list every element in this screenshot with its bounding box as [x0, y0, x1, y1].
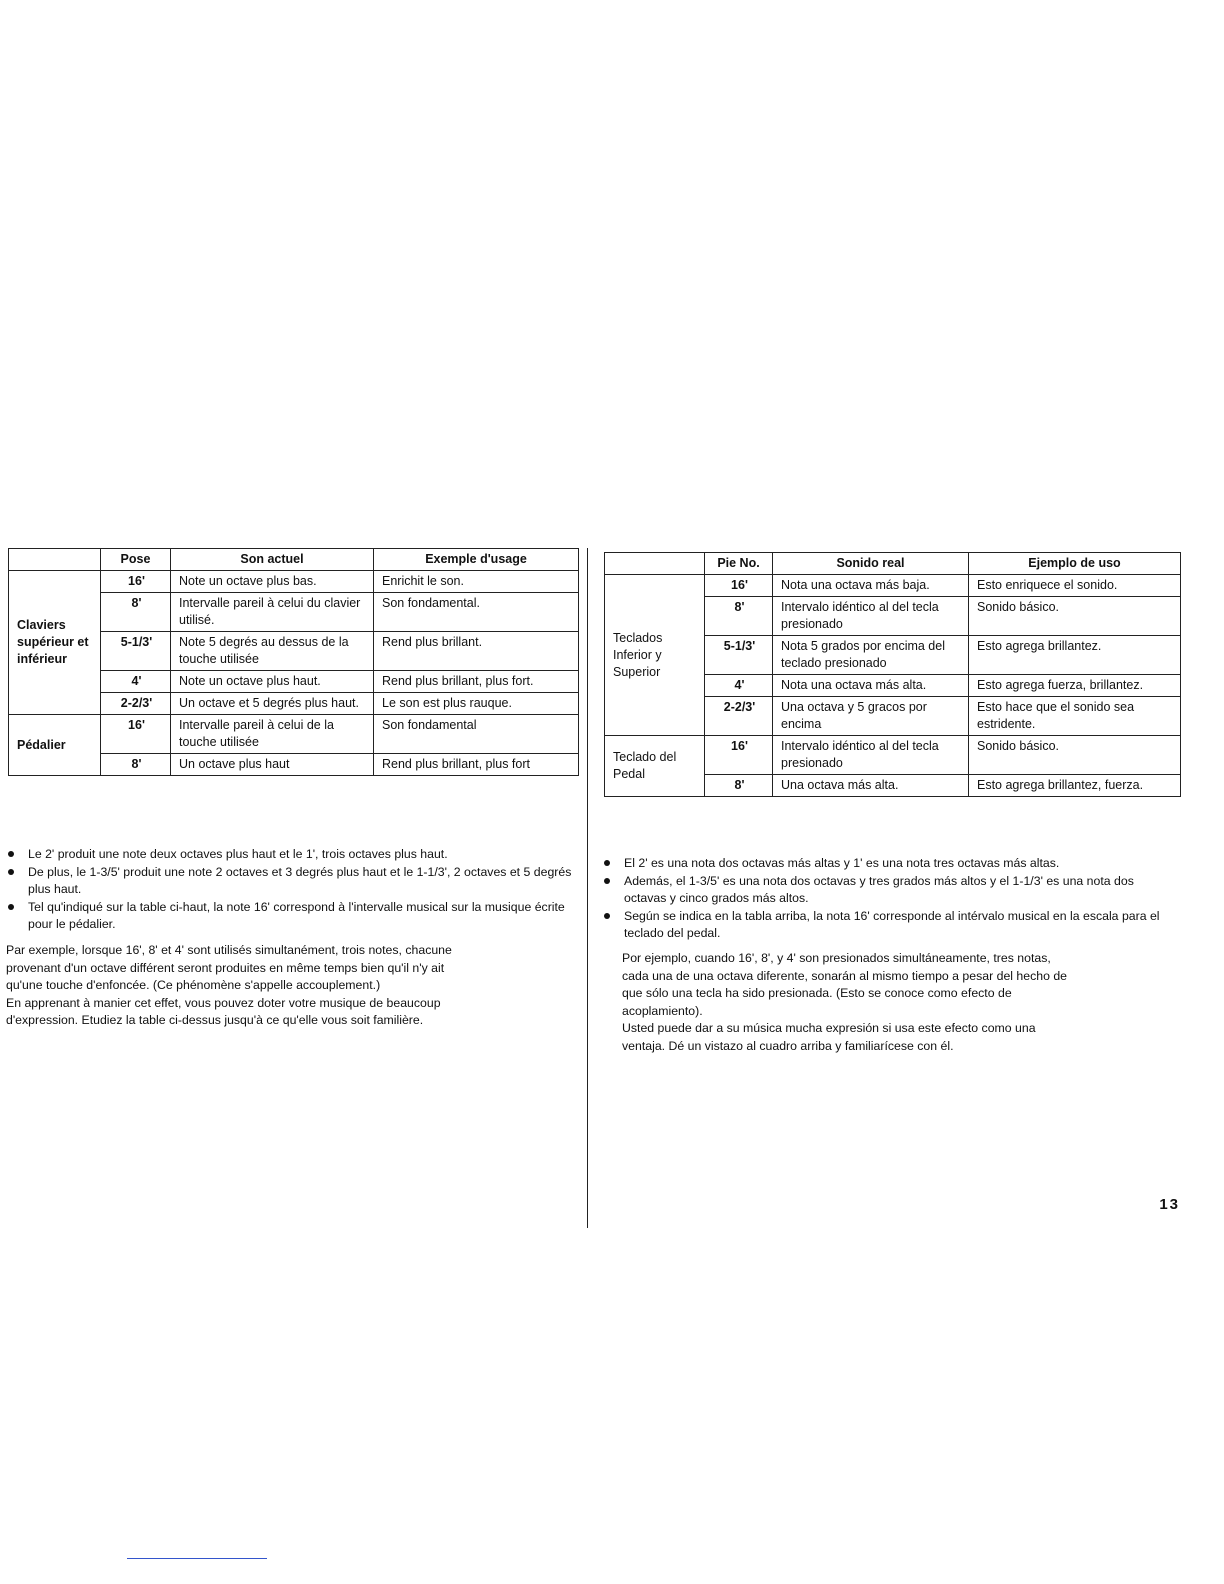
bullet-text: De plus, le 1-3/5' produit une note 2 octaves et 3 degrés plus haut et le 1-1/3', 2 octaves et 5 degrés plus haut.	[28, 864, 572, 896]
french-column	[8, 548, 579, 776]
example-cell: Esto enriquece el sonido.	[969, 575, 1181, 597]
example-cell: Son fondamental	[374, 715, 579, 754]
pose-cell: 8'	[101, 593, 171, 632]
example-cell: Esto hace que el sonido sea estridente.	[969, 697, 1181, 736]
bullet-item	[8, 846, 574, 864]
example-cell: Son fondamental.	[374, 593, 579, 632]
bullet-item	[604, 908, 1178, 943]
sound-cell: Una octava más alta.	[773, 775, 969, 797]
paragraph: Usted puede dar a su música mucha expresión si usa este efecto como una ventaja. Dé un vistazo al cuadro arriba y familiarícese con él.	[622, 1021, 1036, 1053]
french-paragraphs	[6, 942, 464, 1030]
spanish-notes	[604, 855, 1178, 943]
pose-cell: 4'	[705, 675, 773, 697]
bullet-dot-icon	[604, 860, 610, 866]
pose-cell: 16'	[705, 736, 773, 775]
header-example: Exemple d'usage	[374, 549, 579, 571]
sound-cell: Intervalo idéntico al del tecla presionado	[773, 597, 969, 636]
example-cell: Esto agrega fuerza, brillantez.	[969, 675, 1181, 697]
footer-rule	[127, 1558, 267, 1559]
sound-cell: Nota 5 grados por encima del teclado presionado	[773, 636, 969, 675]
example-cell: Le son est plus rauque.	[374, 693, 579, 715]
example-cell: Sonido básico.	[969, 736, 1181, 775]
pose-cell: 8'	[705, 775, 773, 797]
sound-cell: Nota una octava más baja.	[773, 575, 969, 597]
table-row	[9, 571, 579, 593]
sound-cell: Note 5 degrés au dessus de la touche utilisée	[171, 632, 374, 671]
bullet-dot-icon	[8, 869, 14, 875]
paragraph: En apprenant à manier cet effet, vous pouvez doter votre musique de beaucoup d'expression. Etudiez la table ci-dessus jusqu'à ce qu'elle vous soit familière.	[6, 995, 441, 1027]
pose-cell: 16'	[101, 715, 171, 754]
pose-cell: 16'	[705, 575, 773, 597]
bullet-text: Tel qu'indiqué sur la table ci-haut, la note 16' correspond à l'intervalle musical sur la musique écrite pour le pédalier.	[28, 899, 565, 931]
example-cell: Rend plus brillant.	[374, 632, 579, 671]
pose-cell: 2-2/3'	[101, 693, 171, 715]
table-row	[605, 736, 1181, 775]
sound-cell: Intervalo idéntico al del tecla presionado	[773, 736, 969, 775]
spanish-registration-table	[604, 552, 1181, 797]
bullet-text: Según se indica en la tabla arriba, la nota 16' corresponde al intérvalo musical en la escala para el teclado del pedal.	[624, 908, 1160, 940]
header-example: Ejemplo de uso	[969, 553, 1181, 575]
pose-cell: 4'	[101, 671, 171, 693]
header-sound: Son actuel	[171, 549, 374, 571]
table-row	[9, 715, 579, 754]
sound-cell: Nota una octava más alta.	[773, 675, 969, 697]
table-header-row	[605, 553, 1181, 575]
bullet-item	[8, 899, 574, 934]
bullet-text: Además, el 1-3/5' es una nota dos octavas y tres grados más altos y el 1-1/3' es una nota dos octavas y cinco grados más altos.	[624, 873, 1134, 905]
group-pedal: Teclado del Pedal	[605, 736, 705, 797]
pose-cell: 8'	[101, 754, 171, 776]
sound-cell: Un octave plus haut	[171, 754, 374, 776]
table-row	[605, 575, 1181, 597]
sound-cell: Note un octave plus haut.	[171, 671, 374, 693]
bullet-text: El 2' es una nota dos octavas más altas y 1' es una nota tres octavas más altas.	[624, 856, 1060, 870]
paragraph: Par exemple, lorsque 16', 8' et 4' sont utilisés simultanément, trois notes, chacune provenant d'un octave différent seront produites en même temps bien qu'il n'y ait qu'une touche d'enfoncée. (Ce phénomène s'appelle accouplement.)	[6, 943, 452, 992]
table-header-row	[9, 549, 579, 571]
example-cell: Enrichit le son.	[374, 571, 579, 593]
header-pose: Pie No.	[705, 553, 773, 575]
french-notes	[8, 846, 574, 934]
pose-cell: 8'	[705, 597, 773, 636]
bullet-dot-icon	[604, 913, 610, 919]
pose-cell: 5-1/3'	[705, 636, 773, 675]
sound-cell: Intervalle pareil à celui de la touche utilisée	[171, 715, 374, 754]
sound-cell: Intervalle pareil à celui du clavier utilisé.	[171, 593, 374, 632]
sound-cell: Un octave et 5 degrés plus haut.	[171, 693, 374, 715]
bullet-item	[604, 873, 1178, 908]
bullet-dot-icon	[8, 904, 14, 910]
page-number: 13	[1159, 1196, 1180, 1213]
example-cell: Esto agrega brillantez.	[969, 636, 1181, 675]
pose-cell: 5-1/3'	[101, 632, 171, 671]
column-divider	[587, 548, 588, 1228]
bullet-text: Le 2' produit une note deux octaves plus haut et le 1', trois octaves plus haut.	[28, 847, 448, 861]
example-cell: Rend plus brillant, plus fort	[374, 754, 579, 776]
paragraph: Por ejemplo, cuando 16', 8', y 4' son presionados simultáneamente, tres notas, cada una de una octava diferente, sonarán al mismo tiempo a pesar del hecho de que sólo una tecla ha sido presionada. (Esto se conoce como efecto de acoplamiento).	[622, 951, 1068, 1018]
french-registration-table	[8, 548, 579, 776]
example-cell: Sonido básico.	[969, 597, 1181, 636]
header-pose: Pose	[101, 549, 171, 571]
sound-cell: Una octava y 5 gracos por encima	[773, 697, 969, 736]
bullet-dot-icon	[604, 878, 610, 884]
bullet-item	[604, 855, 1178, 873]
bullet-item	[8, 864, 574, 899]
group-manuals: Teclados Inferior y Superior	[605, 575, 705, 736]
sound-cell: Note un octave plus bas.	[171, 571, 374, 593]
example-cell: Esto agrega brillantez, fuerza.	[969, 775, 1181, 797]
header-sound: Sonido real	[773, 553, 969, 575]
group-pedal: Pédalier	[9, 715, 101, 776]
spanish-paragraphs	[622, 950, 1070, 1055]
example-cell: Rend plus brillant, plus fort.	[374, 671, 579, 693]
spanish-column	[604, 552, 1181, 797]
group-manuals: Claviers supérieur et inférieur	[9, 571, 101, 715]
pose-cell: 16'	[101, 571, 171, 593]
pose-cell: 2-2/3'	[705, 697, 773, 736]
bullet-dot-icon	[8, 851, 14, 857]
